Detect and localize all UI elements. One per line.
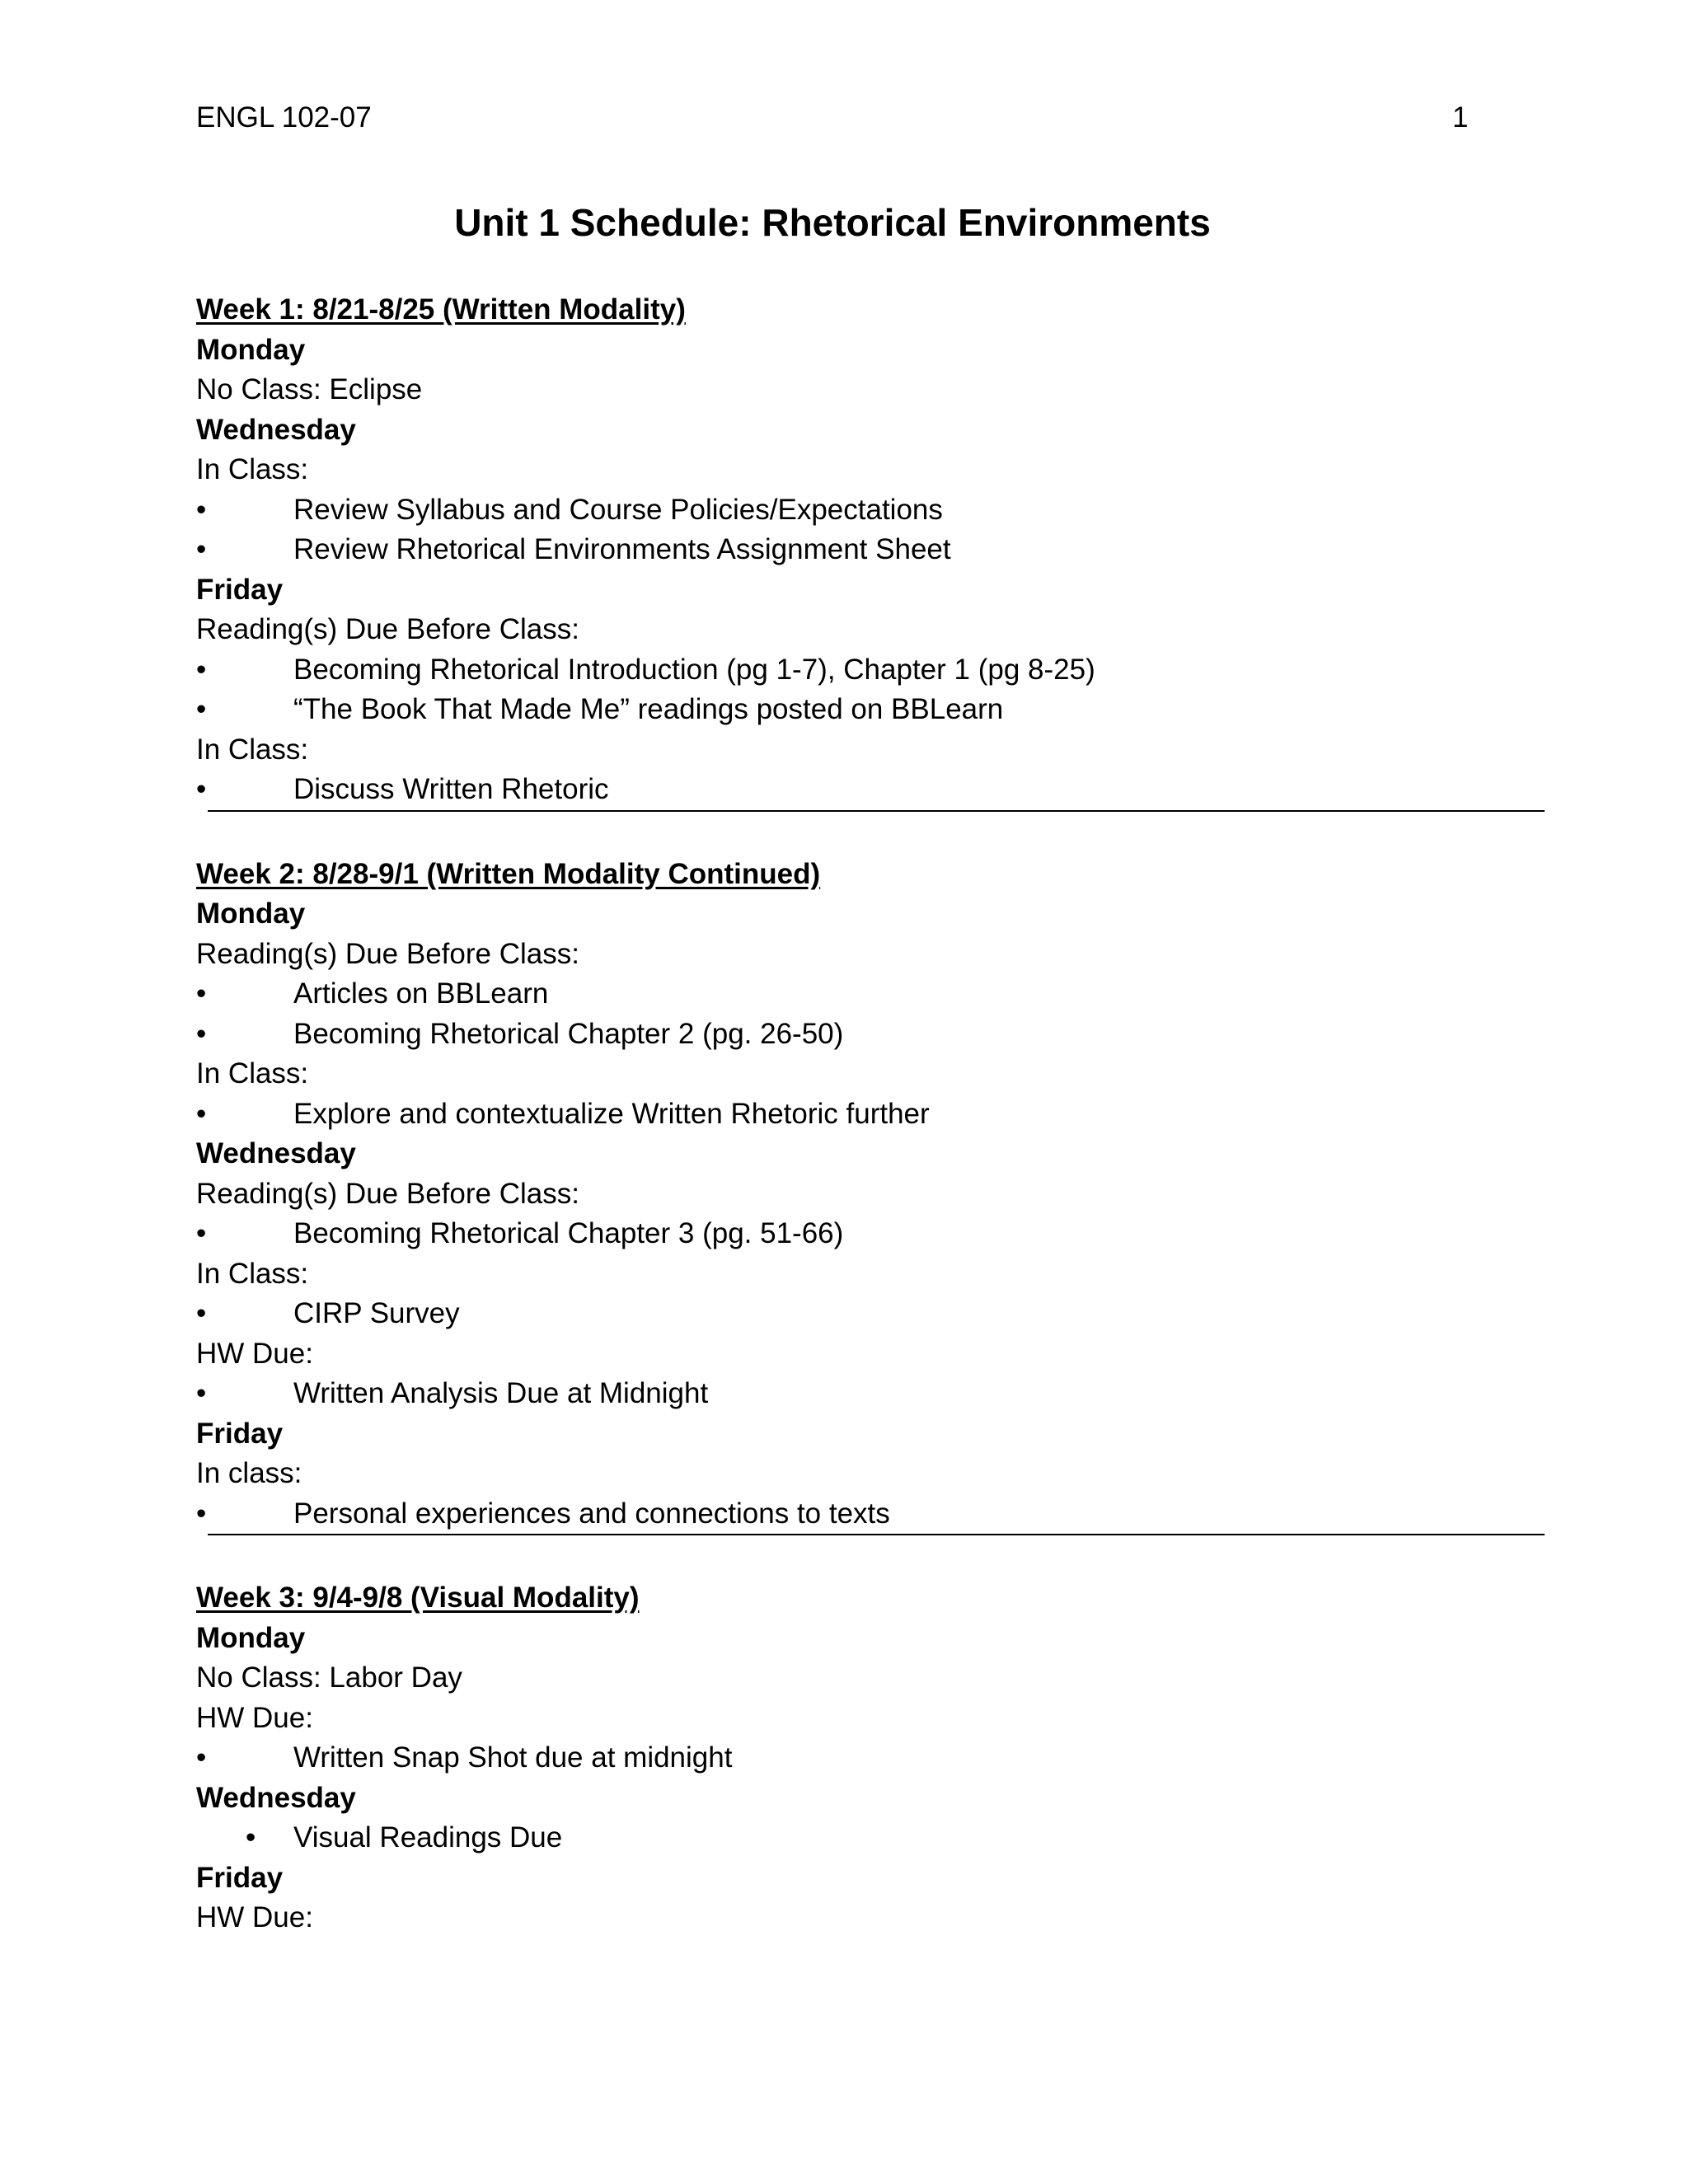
week-1-friday-in-class-label: In Class:	[196, 733, 309, 766]
week-2-wednesday-hw-label: HW Due:	[196, 1337, 313, 1370]
bullet-icon: •	[246, 1821, 256, 1854]
list-item	[196, 650, 1531, 691]
list-item-text: Review Syllabus and Course Policies/Expectations	[293, 493, 943, 526]
list-item	[196, 1214, 1531, 1254]
week-1-wednesday-label: Wednesday	[196, 413, 356, 446]
list-item-text: Written Analysis Due at Midnight	[293, 1377, 709, 1409]
list-item	[196, 690, 1531, 730]
week-1-monday-label: Monday	[196, 333, 306, 366]
list-item	[196, 530, 1531, 570]
list-item	[196, 974, 1531, 1015]
week-3-friday-hw-label: HW Due:	[196, 1901, 313, 1933]
list-item-text: Articles on BBLearn	[293, 977, 549, 1010]
bullet-icon: •	[196, 773, 207, 805]
bullet-icon: •	[196, 1497, 207, 1530]
page-title: Unit 1 Schedule: Rhetorical Environments	[454, 201, 1211, 244]
list-item-text: Visual Readings Due	[293, 1821, 563, 1854]
list-item-text: Written Snap Shot due at midnight	[293, 1741, 733, 1774]
bullet-icon: •	[196, 1217, 207, 1249]
week-2-friday-label: Friday	[196, 1417, 284, 1450]
list-item	[196, 1494, 1531, 1535]
week-2-wednesday-reading-label: Reading(s) Due Before Class:	[196, 1177, 579, 1210]
bullet-icon: •	[196, 1741, 207, 1774]
bullet-icon: •	[196, 1017, 207, 1050]
list-item-text: Becoming Rhetorical Chapter 2 (pg. 26-50)	[293, 1017, 844, 1050]
week-1-wednesday-in-class-label: In Class:	[196, 453, 309, 485]
week-1-section	[196, 290, 1531, 810]
section-divider	[196, 1534, 1531, 1545]
page-number: 1	[1452, 101, 1469, 134]
list-item	[196, 1374, 1531, 1414]
week-3-monday-hw-label: HW Due:	[196, 1701, 313, 1734]
list-item-text: Becoming Rhetorical Chapter 3 (pg. 51-66)	[293, 1217, 844, 1249]
week-3-friday-label: Friday	[196, 1861, 284, 1894]
bullet-icon: •	[196, 1377, 207, 1409]
bullet-icon: •	[196, 533, 207, 565]
week-3-monday-note: No Class: Labor Day	[196, 1661, 462, 1694]
list-item	[196, 1818, 1531, 1858]
week-2-wednesday-in-class-label: In Class:	[196, 1257, 309, 1290]
list-item	[196, 1094, 1531, 1135]
list-item	[196, 490, 1531, 531]
list-item-text: Explore and contextualize Written Rhetoric further	[293, 1097, 930, 1130]
section-divider	[196, 810, 1531, 822]
list-item-text: Becoming Rhetorical Introduction (pg 1-7), Chapter 1 (pg 8-25)	[293, 653, 1095, 686]
week-1-monday-note: No Class: Eclipse	[196, 373, 423, 405]
week-1-friday-reading-label: Reading(s) Due Before Class:	[196, 613, 579, 645]
list-item	[196, 1738, 1531, 1779]
bullet-icon: •	[196, 653, 207, 686]
week-2-wednesday-label: Wednesday	[196, 1137, 356, 1169]
week-3-monday-label: Monday	[196, 1621, 306, 1654]
bullet-icon: •	[196, 1297, 207, 1329]
week-1-heading: Week 1: 8/21-8/25 (Written Modality)	[196, 293, 686, 326]
week-3-wednesday-label: Wednesday	[196, 1781, 356, 1814]
week-2-friday-in-class-label: In class:	[196, 1457, 302, 1489]
week-2-monday-reading-label: Reading(s) Due Before Class:	[196, 937, 579, 970]
bullet-icon: •	[196, 493, 207, 526]
list-item	[196, 1294, 1531, 1334]
bullet-icon: •	[196, 693, 207, 725]
week-2-heading: Week 2: 8/28-9/1 (Written Modality Continued)	[196, 857, 821, 890]
list-item-text: “The Book That Made Me” readings posted on BBLearn	[293, 693, 1004, 725]
bullet-icon: •	[196, 977, 207, 1010]
list-item	[196, 770, 1531, 810]
list-item	[196, 1015, 1531, 1055]
bullet-icon: •	[196, 1097, 207, 1130]
week-2-monday-label: Monday	[196, 898, 306, 930]
week-3-section	[196, 1578, 1531, 1938]
week-3-heading: Week 3: 9/4-9/8 (Visual Modality)	[196, 1582, 640, 1614]
week-1-friday-label: Friday	[196, 573, 284, 606]
list-item-text: Review Rhetorical Environments Assignment Sheet	[293, 533, 951, 565]
week-2-monday-in-class-label: In Class:	[196, 1057, 309, 1090]
list-item-text: Personal experiences and connections to texts	[293, 1497, 890, 1530]
list-item-text: Discuss Written Rhetoric	[293, 773, 609, 805]
course-code: ENGL 102-07	[196, 101, 372, 134]
week-2-section	[196, 855, 1531, 1535]
list-item-text: CIRP Survey	[293, 1297, 460, 1329]
schedule-content	[196, 290, 1531, 1938]
